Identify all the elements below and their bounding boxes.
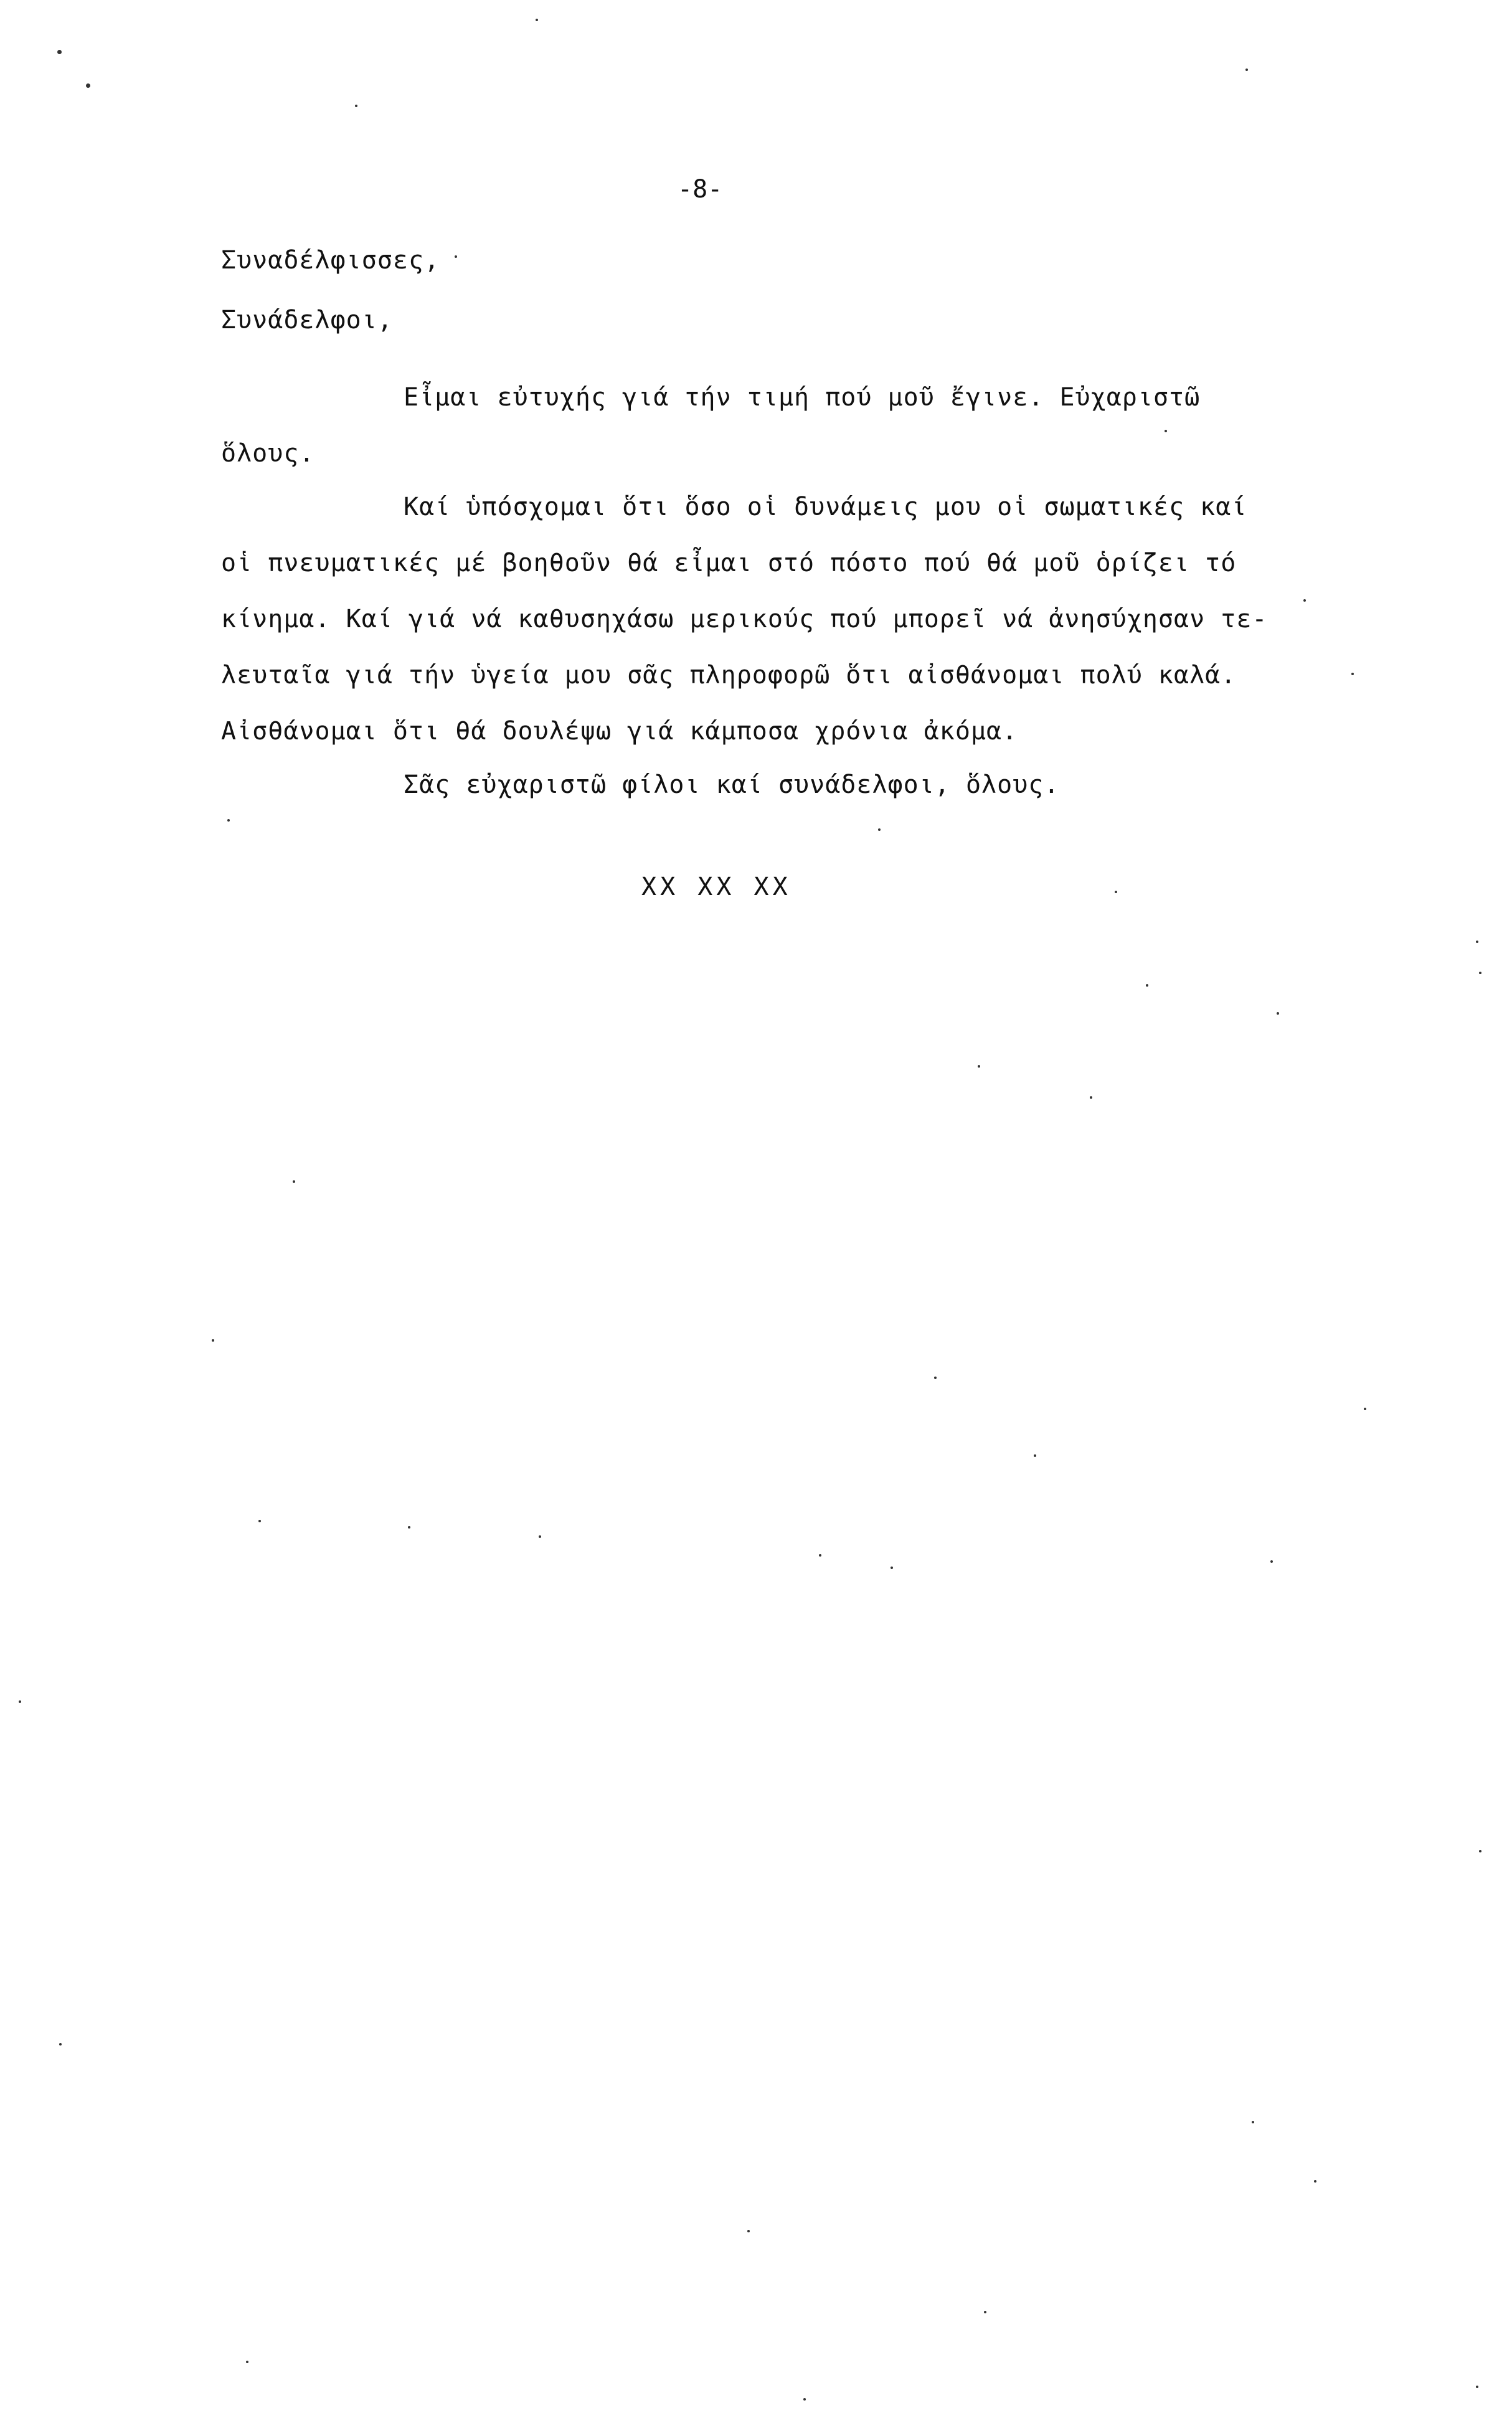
scan-speck [212,1339,214,1342]
scan-speck [293,1180,295,1183]
body-line: Εἶμαι εὐτυχής γιά τήν τιμή πού μοῦ ἔγινε. Εὐχαριστῶ [404,383,1201,412]
body-line: οἱ πνευματικές μέ βοηθοῦν θά εἶμαι στό πόστο πού θά μοῦ ὁρίζει τό [221,549,1237,577]
scan-speck [1303,599,1306,602]
scan-speck [819,1554,821,1557]
scan-speck [1245,69,1248,71]
greeting-line: Συνάδελφοι, [221,306,393,334]
scan-speck [747,2230,750,2232]
body-line: ὅλους. [221,439,315,468]
scan-speck [408,1526,410,1529]
scan-speck [1476,941,1478,943]
scan-speck [878,828,881,831]
scan-speck [258,1520,261,1522]
body-line: Σᾶς εὐχαριστῶ φίλοι καί συνάδελφοι, ὅλους. [404,770,1060,799]
body-line: Αἰσθάνομαι ὅτι θά δουλέψω γιά κάμποσα χρόνια ἀκόμα. [221,717,1018,746]
scan-speck [355,105,357,107]
scan-speck [934,1377,937,1379]
scan-speck [539,1535,541,1538]
scan-speck [1165,430,1167,432]
scan-speck [246,2361,248,2363]
scan-speck [1115,891,1117,893]
scan-speck [1479,1850,1481,1852]
scan-speck [1270,1560,1273,1563]
closing-mark: XX XX XX [641,873,791,901]
body-line: κίνημα. Καί γιά νά καθυσηχάσω μερικούς πού μπορεῖ νά ἀνησύχησαν τε- [221,605,1268,633]
scan-speck [1252,2121,1254,2123]
greeting-line: Συναδέλφισσες, [221,246,440,275]
scan-speck [1479,972,1481,974]
scan-speck [536,19,538,21]
scan-speck [227,819,230,822]
scan-speck [86,83,90,88]
scan-speck [1314,2180,1316,2183]
body-line: Καί ὑπόσχομαι ὅτι ὅσο οἱ δυνάμεις μου οἱ σωματικές καί [404,493,1247,521]
scan-speck [19,1700,21,1703]
scan-speck [891,1567,893,1569]
scan-speck [1034,1454,1036,1457]
scan-speck [57,50,62,54]
scan-speck [1364,1408,1366,1410]
scan-speck [455,255,457,258]
scan-speck [59,2043,62,2046]
scan-speck [1146,984,1148,987]
body-line: λευταῖα γιά τήν ὑγεία μου σᾶς πληροφορῶ ὅτι αἰσθάνομαι πολύ καλά. [221,661,1237,690]
scan-speck [1090,1096,1092,1099]
page-number: -8- [678,175,723,204]
scan-speck [1351,673,1354,675]
scan-speck [1277,1012,1279,1015]
scan-speck [803,2398,806,2401]
scan-speck [1476,2386,1478,2388]
scan-speck [984,2311,986,2313]
scan-speck [978,1065,980,1068]
